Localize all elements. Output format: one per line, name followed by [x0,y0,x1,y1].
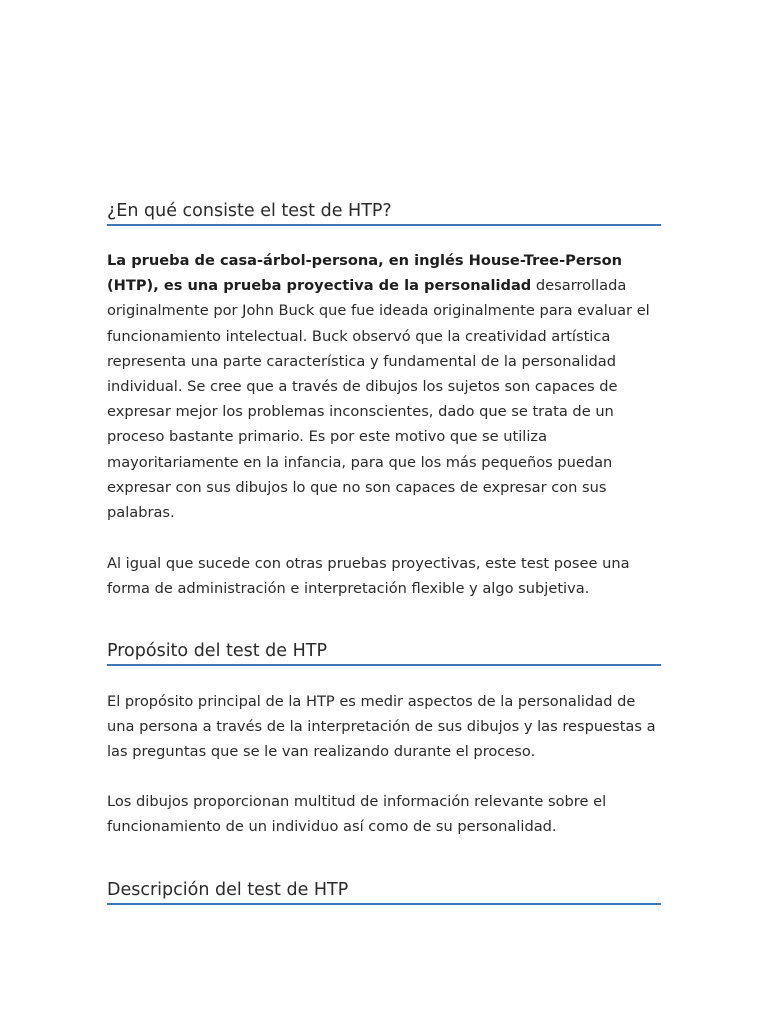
section-heading: ¿En qué consiste el test de HTP? [107,200,661,226]
bold-lead: La prueba de casa-árbol-persona, en inglés House-Tree-Person (HTP), es una prueba proyectiva de la personalidad [107,252,623,295]
section-descripcion [107,879,661,905]
paragraph-text: Al igual que sucede con otras pruebas proyectivas, este test posee una forma de administración e interpretación flexible y algo subjetiva. [107,555,630,598]
paragraph-3 [107,689,661,765]
paragraph-body: desarrollada originalmente por John Buck que fue ideada originalmente para evaluar el funcionamiento intelectual. Buck observó que la creatividad artística representa una parte característica y fundamental de la personalidad individual. Se cree que a través de dibujos los sujetos son capaces de expresar mejor los problemas inconscientes, dado que se trata de un proceso bastante primario. Es por este motivo que se utiliza mayoritariamente en la infancia, para que los más pequeños puedan expresar con sus dibujos lo que no son capaces de expresar con sus palabras. [107,277,650,522]
section-heading: Descripción del test de HTP [107,879,661,905]
section-heading: Propósito del test de HTP [107,640,661,666]
paragraph-text: Los dibujos proporcionan multitud de información relevante sobre el funcionamiento de un individuo así como de su personalidad. [107,793,607,836]
paragraph-text: El propósito principal de la HTP es medir aspectos de la personalidad de una persona a través de la interpretación de sus dibujos y las respuestas a las preguntas que se le van realizando durante el proceso. [107,693,656,761]
section-en-que-consiste [107,200,661,226]
section-proposito [107,640,661,666]
paragraph-4 [107,789,661,839]
paragraph-text [107,248,661,525]
paragraph-2 [107,551,661,601]
paragraph-1 [107,248,661,525]
